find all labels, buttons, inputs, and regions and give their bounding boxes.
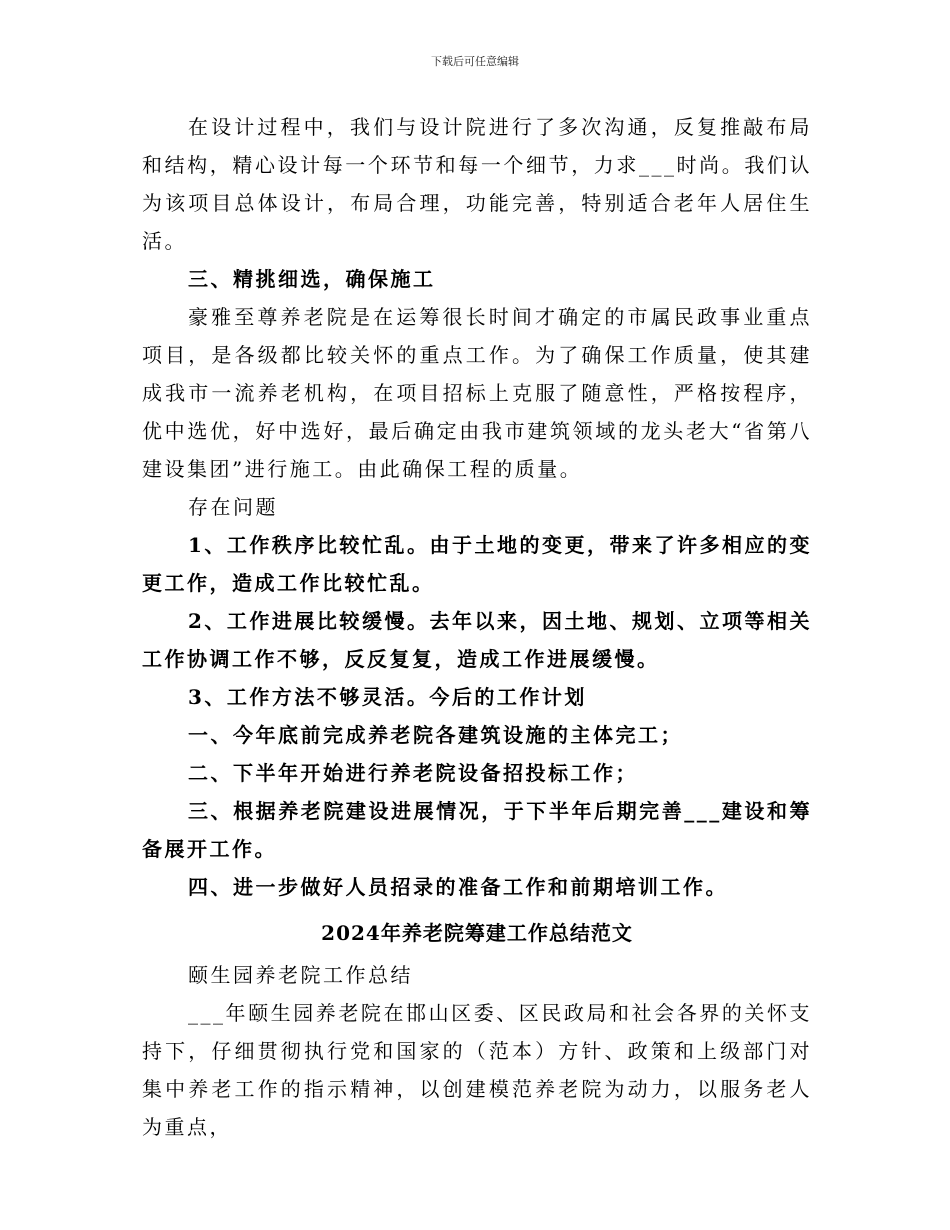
- problem-1: 1、工作秩序比较忙乱。由于土地的变更，带来了许多相应的变更工作，造成工作比较忙乱。: [142, 533, 812, 595]
- paragraph-design: 在设计过程中，我们与设计院进行了多次沟通，反复推敲布局和结构，精心设计每一个环节和每一个细节，力求___时尚。我们认为该项目总体设计，布局合理，功能完善，特别适合老年人居住生活。: [142, 115, 812, 253]
- section-2: [142, 914, 812, 1146]
- document-title: 2024年养老院筹建工作总结范文: [321, 921, 633, 945]
- document-body: [142, 108, 812, 1146]
- heading-3: 三、精挑细选，确保施工: [188, 267, 436, 291]
- plan-3: 三、根据养老院建设进展情况，于下半年后期完善___建设和筹备展开工作。: [142, 799, 812, 861]
- plan-2: 二、下半年开始进行养老院设备招投标工作；: [188, 761, 638, 785]
- subtitle: 颐生园养老院工作总结: [188, 963, 413, 987]
- problem-2: 2、工作进展比较缓慢。去年以来，因土地、规划、立项等相关工作协调工作不够，反反复复，造成工作进展缓慢。: [142, 609, 812, 671]
- heading-problems: 存在问题: [188, 495, 278, 519]
- page-header: 下载后可任意编辑: [431, 55, 519, 68]
- section-1: [142, 108, 812, 906]
- paragraph-summary: ___年颐生园养老院在邯山区委、区民政局和社会各界的关怀支持下，仔细贯彻执行党和国家的（范本）方针、政策和上级部门对集中养老工作的指示精神，以创建模范养老院为动力，以服务老人为重点，: [142, 1001, 812, 1139]
- problem-3: 3、工作方法不够灵活。今后的工作计划: [188, 685, 587, 709]
- plan-4: 四、进一步做好人员招录的准备工作和前期培训工作。: [188, 875, 728, 899]
- plan-1: 一、今年底前完成养老院各建筑设施的主体完工；: [188, 723, 683, 747]
- paragraph-construction: 豪雅至尊养老院是在运筹很长时间才确定的市属民政事业重点项目，是各级都比较关怀的重点工作。为了确保工作质量，使其建成我市一流养老机构，在项目招标上克服了随意性，严格按程序，优中选优，好中选好，最后确定由我市建筑领域的龙头老大“省第八建设集团”进行施工。由此确保工程的质量。: [142, 305, 812, 481]
